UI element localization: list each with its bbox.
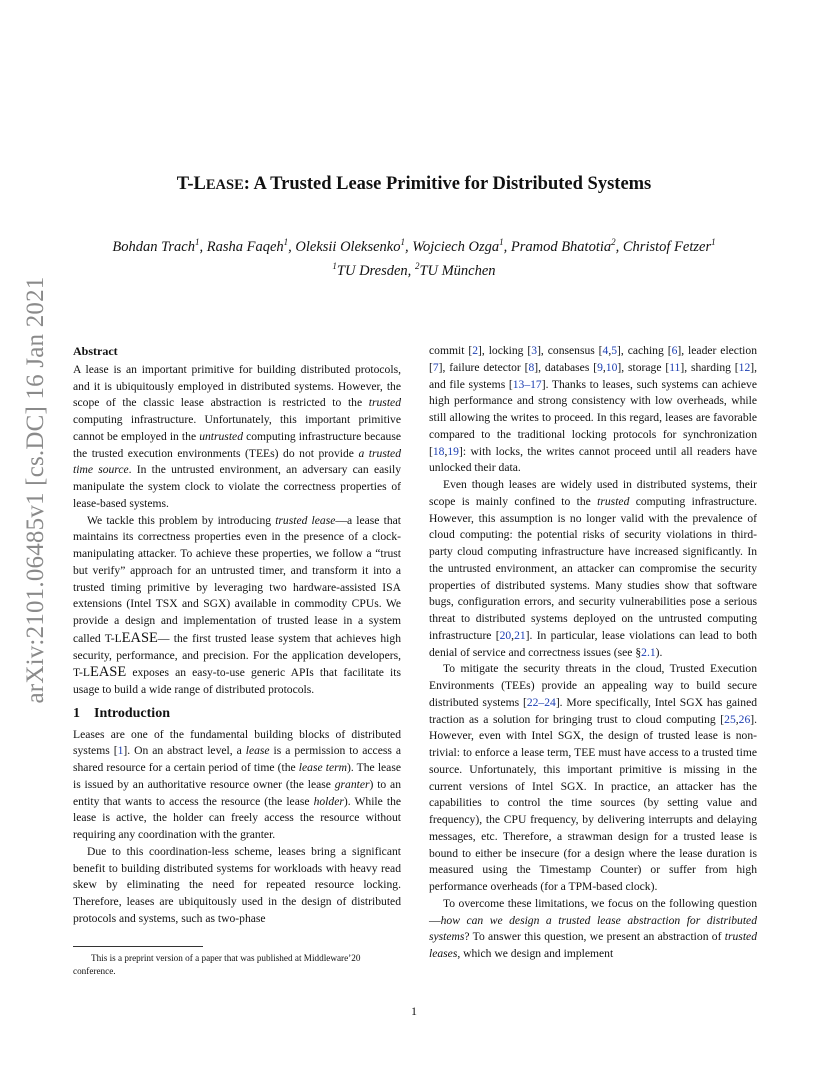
citation-link[interactable]: 19	[447, 444, 459, 458]
citation-link[interactable]: 26	[738, 712, 751, 726]
affiliations: $^1$TU Dresden, $^2$TU München	[332, 260, 496, 279]
footnote	[73, 952, 403, 978]
footnote-text: This is a preprint version of a paper that was published at Middleware’20 conference.	[73, 953, 361, 976]
author-list: Bohdan Trach$^1$, Rasha Faqeh$^1$, Oleksii Oleksenko$^1$, Wojciech Ozga$^1$, Pramod Bhatotia$^2$, Christof Fetzer$^1$	[112, 237, 716, 255]
right-paragraph-3: To mitigate the security threats in the cloud, Trusted Execution Environments (TEEs) provide an appealing way to build secure distributed systems [22–24]. More specifically, Intel SGX has gained traction as a solution for bringing trust to cloud computing [25,26]. However, even with Intel SGX, the design of trusted lease is non-trivial: to enforce a lease term, TEE must have access to a trusted time source. Unfortunately, this important primitive is missing in the current versions of Intel SGX. In practice, an attacker has the capabilities to control the time sources (by setting value and frequency), the CPU frequency, by delivering interrupts and delaying messages, etc. Therefore, a strawman design for a trusted lease is bound to either be insecure (for a design where the lease duration is measured using the Timestamp Counter) or suffer from high performance overheads (for a TPM-based clock).	[429, 662, 758, 893]
citation-link[interactable]: 10	[605, 360, 618, 374]
right-column	[429, 343, 757, 963]
right-paragraph-1: commit [2], locking [3], consensus [4,5], caching [6], leader election [7], failure detector [8], databases [9,10], storage [11], sharding [12], and file systems [13–17]. Thanks to leases, such systems can achieve high performance and strong consistency with low overheads, while still allowing the writes to proceed. In this regard, leases are favorable compared to the traditional locking protocols for synchronization [18,19]: with locks, the writes cannot proceed until all readers have unlocked their data.	[429, 344, 757, 475]
citation-link[interactable]: 2	[472, 344, 479, 357]
arxiv-stamp-text: arXiv:2101.06485v1 [cs.DC] 16 Jan 2021	[22, 276, 49, 704]
section-link[interactable]: 2.1	[641, 645, 656, 659]
footnote-rule	[73, 946, 203, 947]
citation-link[interactable]: 4	[602, 344, 609, 357]
abstract-paragraph-2: We tackle this problem by introducing trusted lease—a lease that maintains its correctness properties even in the presence of a clock-manipulating attacker. To achieve these properties, we follow a “trust but verify” approach for an untrusted timer, and transform it into a trusted timing primitive by leveraging two hardware-assisted ISA extensions (Intel TSX and SGX) available in commodity CPUs. We provide a design and implementation of trusted lease in a system called T-LEASE— the first trusted lease system that achieves high security, performance, and precision. For the application developers, T-LEASE exposes an easy-to-use generic APIs that facilitate its usage to build a wide range of distributed protocols.	[73, 513, 401, 696]
citation-link[interactable]: 5	[611, 344, 618, 357]
citation-link[interactable]: 25	[724, 712, 736, 726]
citation-link[interactable]: 12	[738, 360, 751, 374]
citation-link[interactable]: 9	[597, 360, 603, 374]
intro-paragraph-1: Leases are one of the fundamental building blocks of distributed systems [1]. On an abstract level, a lease is a permission to access a shared resource for a certain period of time (the lease term). The lease is issued by an authoritative resource owner (the lease granter) to an entity that wants to access the resource (the lease holder). While the lease is active, the holder can freely access the resource without requiring any coordination with the granter.	[73, 727, 402, 841]
author-block	[0, 233, 828, 281]
abstract-paragraph-1: A lease is an important primitive for building distributed protocols, and it is ubiquitously employed in distributed systems. However, the scope of the classic lease abstraction is restricted to the trusted computing infrastructure. Unfortunately, this important primitive cannot be employed in the untrusted computing infrastructure because the trusted execution environments (TEEs) do not provide a trusted time source. In the untrusted environment, an adversary can easily manipulate the system clock to violate the correctness properties of lease-based systems.	[73, 362, 402, 510]
citation-link[interactable]: 20	[499, 628, 512, 642]
citation-link[interactable]: 7	[432, 360, 439, 374]
citation-link[interactable]: 11	[669, 360, 681, 374]
right-paragraph-4: To overcome these limitations, we focus on the following question—how can we design a trusted lease abstraction for distributed systems? To answer this question, we present an abstraction of trusted leases, which we design and implement	[429, 896, 757, 960]
right-paragraph-2: Even though leases are widely used in distributed systems, their scope is mainly confined to the trusted computing infrastructure. However, this assumption is no longer valid with the prevalence of cloud computing: the potential risks of security violations in third-party cloud computing infrastructure have increased significantly. In the untrusted environment, an attacker can compromise the security properties of distributed systems. Many studies show that software bugs, configuration errors, and security vulnerabilities pose a serious threat to distributed systems deployed on the untrusted computing infrastructure [20,21]. In particular, lease violations can lead to both denial of service and correctness issues (see §2.1).	[429, 478, 758, 659]
abstract-heading: Abstract	[73, 344, 118, 358]
left-column	[73, 343, 401, 928]
intro-paragraph-2: Due to this coordination-less scheme, leases bring a significant benefit to building distributed systems for workloads with heavy read skew by eliminating the need for repeated resource locking. Therefore, leases are ubiquitously used in the design of distributed protocols and systems, such as two-phase	[73, 844, 401, 925]
page-number: 1	[411, 1004, 417, 1018]
citation-link[interactable]: 1	[117, 744, 124, 758]
citation-link[interactable]: 8	[528, 360, 535, 374]
section-heading-introduction: 1 Introduction	[73, 705, 170, 721]
citation-link[interactable]: 21	[514, 628, 526, 642]
citation-link[interactable]: 3	[531, 344, 538, 357]
citation-link[interactable]: 22–24	[526, 695, 556, 709]
citation-link[interactable]: 18	[432, 444, 445, 458]
citation-link[interactable]: 13–17	[512, 377, 542, 391]
citation-link[interactable]: 6	[671, 344, 678, 357]
arxiv-stamp	[14, 276, 58, 704]
paper-title: T-LEASE: A Trusted Lease Primitive for Distributed Systems	[176, 174, 652, 194]
